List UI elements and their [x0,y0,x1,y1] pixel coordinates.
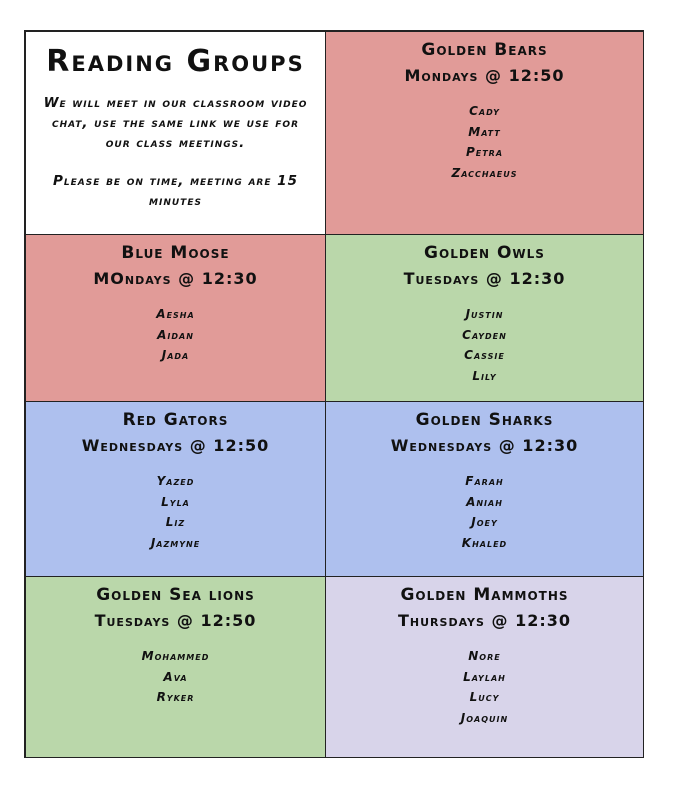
member-name: Ava [163,669,188,684]
member-name: Lily [472,368,497,383]
member-name: Zacchaeus [451,165,518,180]
member-list [26,304,325,366]
member-list [326,304,643,386]
member-name: Mohammed [141,649,210,663]
group-schedule: Tuesdays @ 12:30 [403,269,566,288]
group-schedule: Tuesdays @ 12:50 [94,611,257,630]
member-name: Laylah [463,669,506,684]
member-name: Jada [161,348,190,362]
group-name: Blue Moose [121,243,230,263]
page-title: Reading Groups [46,44,305,79]
group-name: Golden Bears [421,40,548,60]
member-name: Aesha [156,307,195,321]
member-name: Lucy [469,690,500,704]
group-golden-mammoths [325,576,644,758]
group-name: Golden Sharks [415,410,554,430]
group-blue-moose [25,234,326,402]
member-name: Lyla [161,494,190,509]
member-name: Cayden [462,327,507,342]
group-name: Red Gators [122,410,229,430]
member-list [326,471,643,553]
group-schedule: MOndays @ 12:30 [93,269,258,288]
group-golden-bears [325,31,644,235]
group-schedule: Mondays @ 12:50 [404,66,565,85]
member-name: Aidan [157,327,194,342]
member-name: Matt [468,124,501,139]
member-list [326,101,643,183]
group-schedule: Wednesdays @ 12:50 [81,436,270,455]
reading-groups-table [24,30,644,758]
member-name: Yazed [156,474,195,488]
member-name: Cassie [464,348,505,362]
group-schedule: Thursdays @ 12:30 [398,611,571,630]
member-name: Farah [465,474,504,488]
member-name: Nore [468,649,501,663]
member-list [326,646,643,728]
group-red-gators [25,401,326,577]
group-name: Golden Mammoths [400,585,569,605]
member-name: Jazmyne [150,535,201,550]
group-schedule: Wednesdays @ 12:30 [390,436,579,455]
member-name: Aniah [466,494,503,509]
member-name: Cady [469,104,500,118]
member-list [26,471,325,553]
group-name: Golden Sea lions [96,585,255,605]
member-name: Joaquin [460,710,509,725]
member-name: Justin [465,307,504,321]
group-golden-owls [325,234,644,402]
group-golden-sea-lions [25,576,326,758]
title-cell [25,31,326,235]
intro-note: We will meet in our classroom video chat, use the same link we use for our class meetings. [43,95,308,151]
member-name: Khaled [461,535,508,550]
member-name: Petra [465,145,504,159]
member-name: Ryker [156,690,195,704]
group-name: Golden Owls [424,243,545,263]
member-name: Liz [165,515,186,529]
reminder-note: Please be on time, meeting are 15 minutes [53,173,298,209]
member-list [26,646,325,708]
group-golden-sharks [325,401,644,577]
member-name: Joey [471,515,498,529]
